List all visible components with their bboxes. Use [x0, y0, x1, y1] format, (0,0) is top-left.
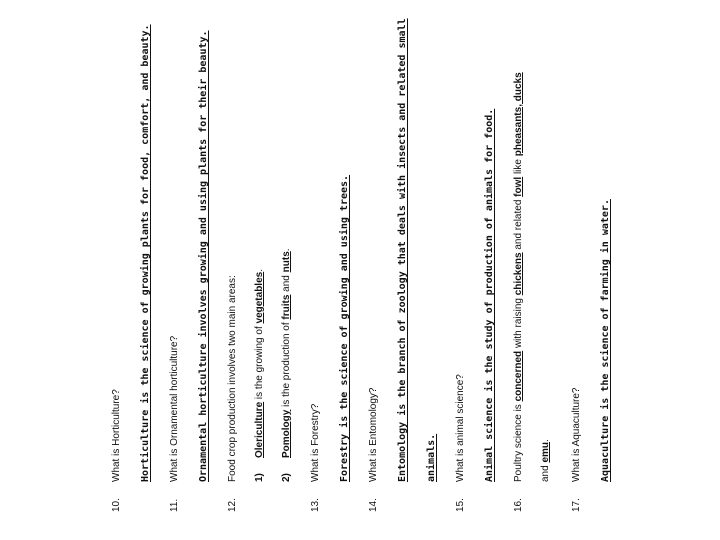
- item-number: 13.: [310, 498, 321, 512]
- term-object: fruits: [281, 294, 292, 320]
- answer-text-continued: animals.: [426, 433, 437, 482]
- item-number: 17.: [571, 498, 582, 512]
- sub-item-olericulture: [254, 269, 265, 482]
- term: Olericulture: [254, 401, 265, 458]
- period: .: [540, 439, 551, 442]
- answer-text: Animal science is the study of production of animals for food.: [484, 108, 495, 482]
- answer-text: Entomology is the branch of zoology that deals with insects and related small: [397, 18, 408, 482]
- question-text: What is Aquaculture?: [571, 387, 582, 482]
- term: Pomology: [281, 409, 292, 458]
- statement-text: like: [513, 156, 524, 177]
- answer-text: Aquaculture is the science of farming in water.: [600, 199, 611, 482]
- sub-item-pomology: [281, 248, 292, 482]
- answer-text: Ornamental horticulture involves growing and using plants for their beauty.: [198, 30, 209, 482]
- question-text: What is Ornamental horticulture?: [169, 335, 180, 482]
- term-object: vegetables: [254, 271, 265, 324]
- item-number: 11.: [169, 498, 180, 512]
- term-object: nuts: [281, 251, 292, 273]
- poultry-science-statement-continued: [540, 439, 551, 482]
- term: fowl: [513, 176, 524, 197]
- term: emu: [540, 441, 551, 463]
- sub-item-text: and: [281, 272, 292, 295]
- statement-text: Poultry science is: [513, 401, 524, 482]
- question-text: What is Forestry?: [310, 403, 321, 482]
- statement-text: with raising: [513, 295, 524, 351]
- term: pheasants, ducks: [513, 72, 524, 157]
- item-number: 15.: [455, 498, 466, 512]
- item-number: 10.: [111, 498, 122, 512]
- question-text: Food crop production involves two main areas:: [227, 275, 238, 482]
- answer-text: Horticulture is the science of growing plants for food, comfort, and beauty.: [140, 24, 151, 482]
- term: chickens: [513, 252, 524, 296]
- statement-text: and related: [513, 196, 524, 253]
- question-text: What is animal science?: [455, 374, 466, 482]
- item-number: 16.: [513, 498, 524, 512]
- sub-item-text: is the growing of: [254, 323, 265, 402]
- sub-item-text: is the production of: [281, 319, 292, 410]
- term: concerned: [513, 350, 524, 402]
- sub-item-number: 2): [281, 473, 292, 482]
- item-number: 14.: [368, 498, 379, 512]
- statement-text: and: [540, 462, 551, 482]
- sub-item-number: 1): [254, 473, 265, 482]
- question-text: What is Horticulture?: [111, 389, 122, 482]
- item-number: 12.: [227, 498, 238, 512]
- answer-text: Forestry is the science of growing and using trees.: [339, 174, 350, 482]
- question-text: What is Entomology?: [368, 387, 379, 482]
- period: .: [281, 248, 292, 252]
- poultry-science-statement: [513, 72, 524, 482]
- period: .: [254, 269, 265, 272]
